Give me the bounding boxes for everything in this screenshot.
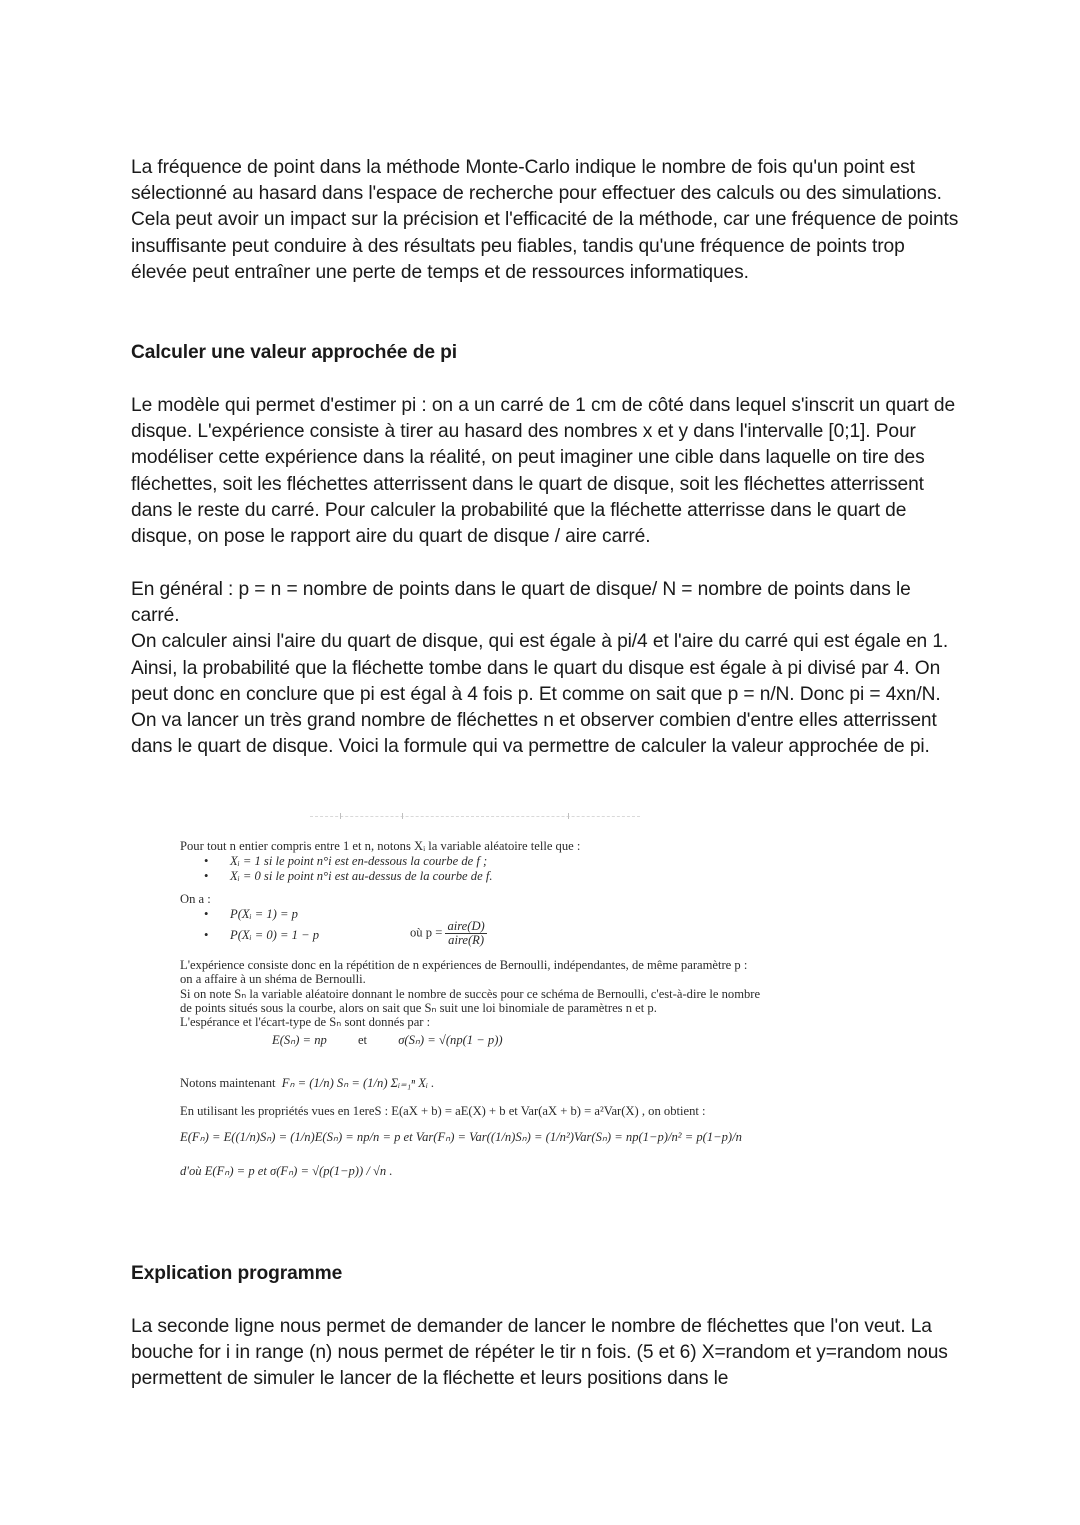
paragraph-text: La seconde ligne nous permet de demander de lancer le nombre de fléchettes que l'on veut. La bouche for i in range (n) nous permet de répéter le tir n fois. (5 et 6) X=random et y=random nous permettent de simuler le lancer de la fléchette et leurs positions dans le [131, 1316, 948, 1390]
math-intro: Pour tout n entier compris entre 1 et n, notons Xᵢ la variable aléatoire telle que : [180, 839, 581, 853]
math-conclusion: d'où E(Fₙ) = p et σ(Fₙ) = √(p(1−p)) / √n . [180, 1164, 393, 1178]
paragraph-programme [131, 1314, 961, 1393]
math-esperance-formula: E(Sₙ) = np et σ(Sₙ) = √(np(1 − p)) [272, 1033, 503, 1047]
math-bullet: • Xᵢ = 1 si le point n°i est en-dessous la courbe de f ; [204, 854, 488, 868]
math-bullet: • P(Xᵢ = 1) = p [204, 907, 298, 921]
math-efn-varfn-line: E(Fₙ) = E((1/n)Sₙ) = (1/n)E(Sₙ) = np/n = p et Var(Fₙ) = Var((1/n)Sₙ) = (1/n²)Var(Sₙ) = np(1−p)/n² = p(1−p)/n [180, 1130, 742, 1144]
paragraph-modele [131, 393, 961, 550]
math-bernoulli-line-2: on a affaire à un shéma de Bernoulli. [180, 972, 366, 986]
paragraph-general [131, 577, 961, 760]
paragraph-text: En général : p = n = nombre de points dans le quart de disque/ N = nombre de points dans le carré. [131, 579, 911, 627]
math-on-a: On a : [180, 892, 211, 906]
math-esperance-intro: L'espérance et l'écart-type de Sₙ sont donnés par : [180, 1015, 431, 1029]
ruler-decoration [310, 816, 640, 819]
math-sn-line-2: de points situés sous la courbe, alors on sait que Sₙ suit une loi binomiale de paramètres n et p. [180, 1001, 657, 1015]
math-p-definition: où p = $\frac{\text{aire(D)}}{\text{aire(R)}}$ [410, 919, 485, 947]
heading-calculer-pi [131, 340, 961, 366]
math-bullet: • Xᵢ = 0 si le point n°i est au-dessus de la courbe de f. [204, 869, 493, 883]
math-properties-line: En utilisant les propriétés vues en 1ereS : E(aX + b) = aE(X) + b et Var(aX + b) = a²Var(X) , on obtient : [180, 1104, 706, 1118]
heading-explication-programme [131, 1261, 961, 1287]
math-bernoulli-line-1: L'expérience consiste donc en la répétition de n expériences de Bernoulli, indépendantes, de même paramètre p : [180, 958, 748, 972]
math-sn-line-1: Si on note Sₙ la variable aléatoire donnant le nombre de succès pour ce schéma de Bernoulli, c'est-à-dire le nombre [180, 987, 761, 1001]
embedded-math-image [170, 812, 860, 1197]
paragraph-text: La fréquence de point dans la méthode Monte-Carlo indique le nombre de fois qu'un point est sélectionné au hasard dans l'espace de recherche pour effectuer des calculs ou des simulations. Cela peut avoir un impact sur la précision et l'efficacité de la méthode, car une fréquence de points insuffisante peut conduire à des résultats peu fiables, tandis qu'une fréquence de points trop élevée peut entraîner une perte de temps et de ressources informatiques. [131, 157, 959, 283]
paragraph-frequence [131, 155, 961, 286]
paragraph-text: Le modèle qui permet d'estimer pi : on a un carré de 1 cm de côté dans lequel s'inscrit un quart de disque. L'expérience consiste à tirer au hasard des nombres x et y dans l'intervalle [0;1]. Pour modéliser cette expérience dans la réalité, on peut imaginer une cible dans laquelle on tire des fléchettes, soit les fléchettes atterrissent dans le quart de disque, soit les fléchettes atterrissent dans le reste du carré. Pour calculer la probabilité que la fléchette atterrisse dans le quart de disque, on pose le rapport aire du quart de disque / aire carré. [131, 395, 956, 548]
heading-text: Calculer une valeur approchée de pi [131, 342, 457, 363]
paragraph-text: On calculer ainsi l'aire du quart de disque, qui est égale à pi/4 et l'aire du carré qui est égale en 1. Ainsi, la probabilité que la fléchette tombe dans le quart du disque est égale à pi divisé par 4. On peut donc en conclure que pi est égal à 4 fois p. Et comme on sait que p = n/N. Donc pi = 4xn/N. On va lancer un très grand nombre de fléchettes n et observer combien d'entre elles atterrissent dans le quart de disque. Voici la formule qui va permettre de calculer la valeur approchée de pi. [131, 631, 949, 758]
heading-text: Explication programme [131, 1263, 343, 1284]
math-bullet: • P(Xᵢ = 0) = 1 − p [204, 928, 320, 942]
math-fn-definition: Notons maintenant Fₙ = (1/n) Sₙ = (1/n) Σᵢ₌₁ⁿ Xᵢ . [180, 1076, 435, 1090]
